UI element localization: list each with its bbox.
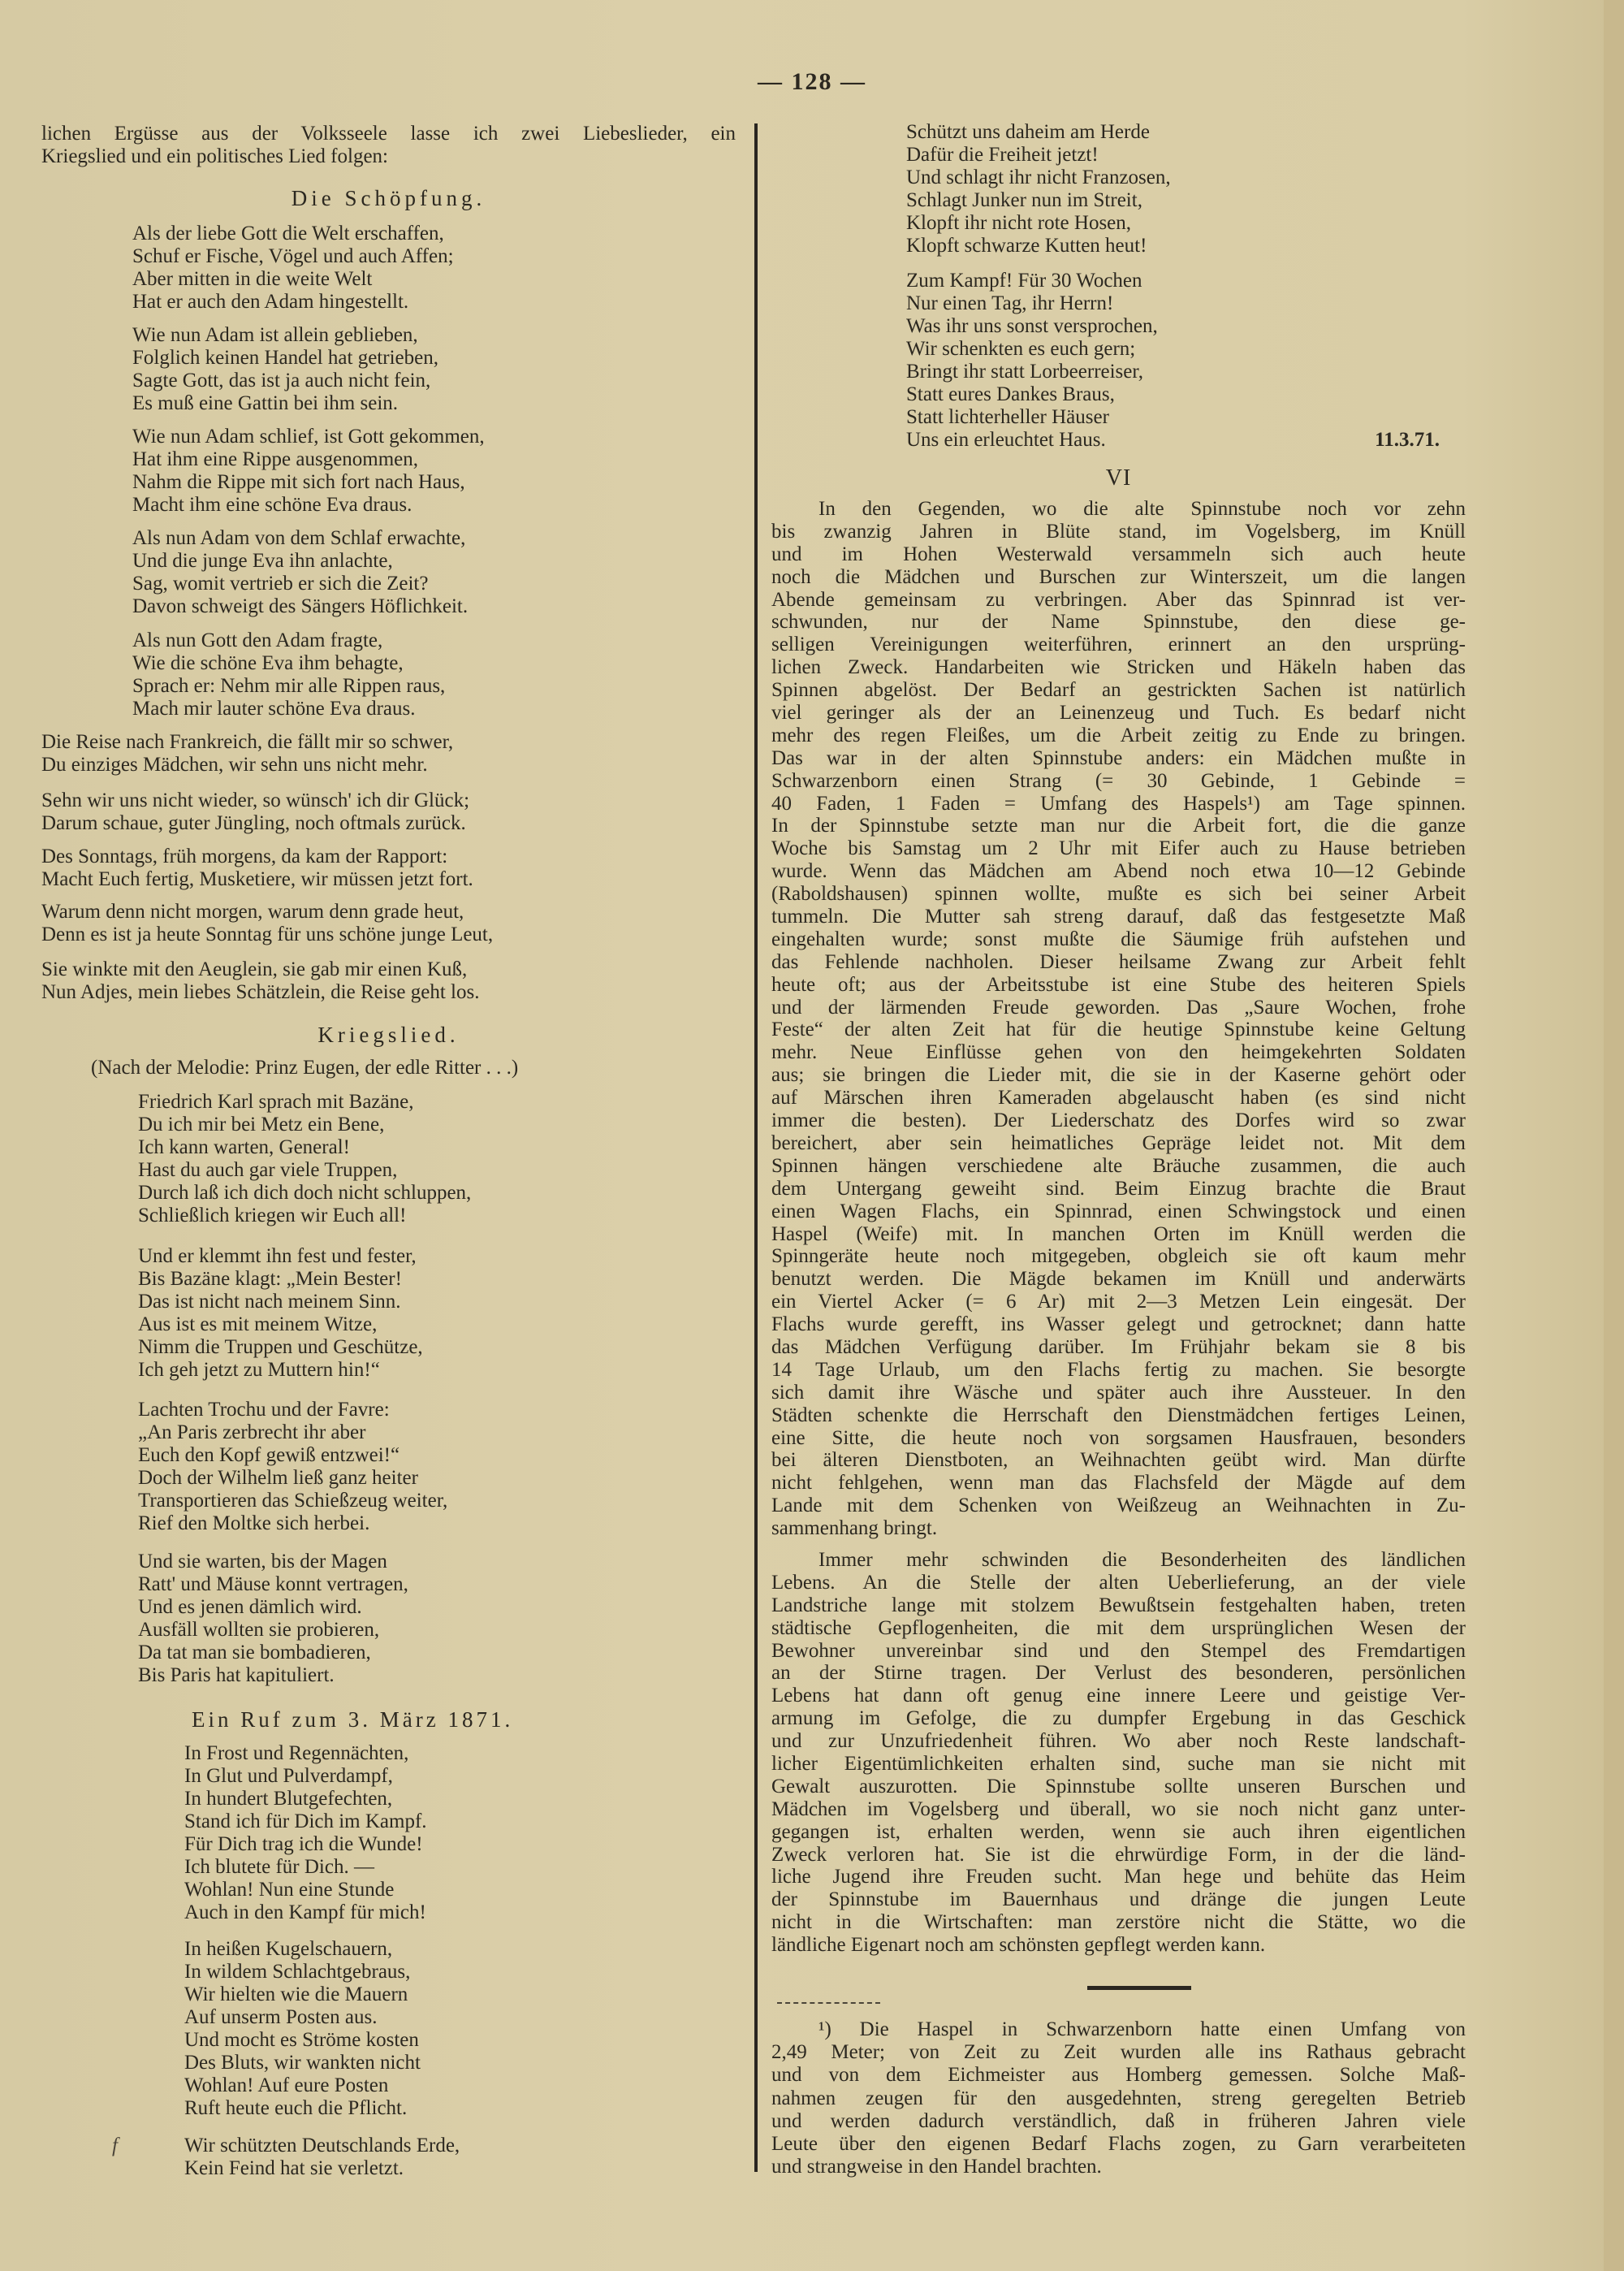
text-line: 40 Faden, 1 Faden = Umfang des Haspels¹) am Tage spinnen.	[771, 792, 1466, 815]
page-edge-shadow	[1604, 0, 1624, 2271]
text-line: Du einziges Mädchen, wir sehn uns nicht mehr.	[41, 754, 428, 776]
footnote	[771, 2018, 1466, 2178]
text-line: Woche bis Samstag um 2 Uhr mit Eifer auch zu Hause betrieben	[771, 837, 1466, 860]
text-line: Nur einen Tag, ihr Herrn!	[906, 292, 1114, 314]
text-line: und im Hohen Westerwald versammeln sich auch heute	[771, 543, 1466, 565]
text-line: und von dem Eichmeister aus Homberg gemessen. Solche Maß-	[771, 2064, 1466, 2087]
body-paragraph	[771, 498, 1466, 1540]
couplet	[41, 958, 479, 1004]
text-line: In wildem Schlachtgebraus,	[184, 1961, 411, 1983]
text-line: Schlagt Junker nun im Streit,	[906, 189, 1142, 211]
text-line: Transportieren das Schießzeug weiter,	[138, 1490, 448, 1512]
text-line: Denn es ist ja heute Sonntag für uns schöne junge Leut,	[41, 924, 494, 945]
text-line: Sag, womit vertrieb er sich die Zeit?	[132, 573, 429, 595]
text-line: eingehalten wurde; sonst mußte die Säumige früh aufstehen und	[771, 928, 1466, 950]
text-line: Davon schweigt des Sängers Höflichkeit.	[132, 595, 469, 617]
stanza	[132, 629, 445, 720]
text-line: 2,49 Meter; von Zeit zu Zeit wurden alle ins Rathaus gebracht	[771, 2041, 1466, 2064]
text-line: Aber mitten in die weite Welt	[132, 268, 373, 290]
stanza	[132, 324, 438, 415]
text-line: Ausfäll wollten sie probieren,	[138, 1619, 380, 1641]
text-line: Leute über den eigenen Bedarf Flachs zogen, zu Garn verarbeiteten	[771, 2132, 1466, 2155]
text-line: Nahm die Rippe mit sich fort nach Haus,	[132, 471, 465, 493]
text-line: Bringt ihr statt Lorbeerreiser,	[906, 361, 1143, 383]
text-line: „An Paris zerbrecht ihr aber	[138, 1421, 366, 1443]
text-line: aus; sie bringen die Lieder mit, die sie in der Kaserne gehört oder	[771, 1064, 1466, 1087]
text-line: In Glut und Pulverdampf,	[184, 1765, 393, 1787]
text-line: Dafür die Freiheit jetzt!	[906, 144, 1099, 166]
stanza	[184, 2135, 460, 2180]
text-line: an der Stirne tragen. Der Verlust des besonderen, persönlichen	[771, 1662, 1466, 1685]
text-line: Für Dich trag ich die Wunde!	[184, 1833, 423, 1855]
text-line: Ich blutete für Dich. —	[184, 1856, 374, 1878]
text-line: Schuf er Fische, Vögel und auch Affen;	[132, 245, 454, 267]
text-line: wurde. Wenn das Mädchen am Abend noch etwa 10—12 Gebinde	[771, 860, 1466, 883]
stanza	[906, 121, 1171, 257]
couplet	[41, 901, 493, 946]
text-line: noch die Mädchen und Burschen zur Winterszeit, um die langen	[771, 565, 1466, 588]
text-line: schwunden, nur der Name Spinnstube, den diese ge-	[771, 611, 1466, 634]
poem-title-ein-ruf: Ein Ruf zum 3. März 1871.	[192, 1707, 514, 1732]
text-line: Lebens. An die Stelle der alten Ueberlieferung, an der viele	[771, 1571, 1466, 1594]
stanza	[132, 223, 454, 314]
section-heading: VI	[1105, 465, 1132, 491]
section-end-rule	[1087, 1986, 1191, 1990]
text-line: nahmen zeugen für den ausgedehnten, streng geregelten Betrieb	[771, 2087, 1466, 2109]
stanza	[184, 1742, 427, 1924]
couplet	[41, 846, 473, 891]
text-line: Friedrich Karl sprach mit Bazäne,	[138, 1091, 414, 1113]
text-line: Ruft heute euch die Pflicht.	[184, 2097, 408, 2119]
text-line: Des Bluts, wir wankten nicht	[184, 2052, 421, 2074]
text-line: Wir schützten Deutschlands Erde,	[184, 2135, 460, 2156]
text-line: Sie winkte mit den Aeuglein, sie gab mir einen Kuß,	[41, 958, 468, 980]
text-line: Feste“ der alten Zeit hat für die heutige Spinnstube keine Geltung	[771, 1019, 1466, 1041]
text-line: Und sie warten, bis der Magen	[138, 1551, 387, 1572]
text-line: Sehn wir uns nicht wieder, so wünsch' ich dir Glück;	[41, 789, 470, 811]
text-line: und strangweise in den Handel brachten.	[771, 2156, 1102, 2178]
text-line: Wie die schöne Eva ihm behagte,	[132, 652, 404, 674]
text-line: Als nun Gott den Adam fragte,	[132, 629, 383, 651]
text-line: Städten schenkte die Herrschaft den Dienstmädchen fertiges Leinen,	[771, 1404, 1466, 1426]
text-line: Als der liebe Gott die Welt erschaffen,	[132, 223, 444, 244]
text-line: bis zwanzig Jahren in Blüte stand, im Vogelsberg, im Knüll	[771, 520, 1466, 543]
text-line: Sprach er: Nehm mir alle Rippen raus,	[132, 675, 446, 697]
text-line: Es muß eine Gattin bei ihm sein.	[132, 392, 399, 414]
text-line: Statt eures Dankes Braus,	[906, 383, 1115, 405]
text-line: selligen Vereinigungen weiterführen, erinnert an den ursprüng-	[771, 634, 1466, 656]
text-line: Und mocht es Ströme kosten	[184, 2029, 419, 2051]
text-line: Kein Feind hat sie verletzt.	[184, 2157, 404, 2179]
text-line: Abende gemeinsam zu verbringen. Aber das Spinnrad ist ver-	[771, 588, 1466, 611]
text-line: Wohlan! Auf eure Posten	[184, 2074, 389, 2096]
text-line: Macht Euch fertig, Musketiere, wir müssen jetzt fort.	[41, 868, 473, 890]
text-line: Das war in der alten Spinnstube anders: ein Mädchen mußte in	[771, 746, 1466, 769]
text-line: Aus ist es mit meinem Witze,	[138, 1313, 378, 1335]
text-line: der Spinnstube im Bauernhaus und dränge die jungen Leute	[771, 1888, 1466, 1911]
text-line: Da tat man sie bombadieren,	[138, 1642, 371, 1663]
text-line: Was ihr uns sonst versprochen,	[906, 315, 1158, 337]
page-number: — 128 —	[758, 68, 866, 95]
footnote-separator	[777, 2002, 880, 2004]
text-line: In Frost und Regennächten,	[184, 1742, 409, 1764]
text-line: Lande mit dem Schenken von Weißzeug an Weihnachten in Zu-	[771, 1495, 1466, 1517]
text-line: Sagte Gott, das ist ja auch nicht fein,	[132, 370, 431, 391]
stanza	[132, 527, 468, 618]
text-line: Euch den Kopf gewiß entzwei!“	[138, 1444, 400, 1466]
text-line: Macht ihm eine schöne Eva draus.	[132, 494, 412, 516]
text-line: Als nun Adam von dem Schlaf erwachte,	[132, 527, 466, 549]
text-line: Schließlich kriegen wir Euch all!	[138, 1205, 407, 1226]
text-line: viel geringer als der an Leinenzeug und Tuch. Es bedarf nicht	[771, 702, 1466, 725]
text-line: und der lärmenden Freude geworden. Das „Saure Wochen, frohe	[771, 996, 1466, 1019]
text-line: Warum denn nicht morgen, warum denn grade heut,	[41, 901, 464, 923]
text-line: sich damit ihre Wäsche und später auch ihre Aussteuer. In den	[771, 1381, 1466, 1404]
text-line: Klopft ihr nicht rote Hosen,	[906, 212, 1132, 234]
text-line: Und schlagt ihr nicht Franzosen,	[906, 167, 1171, 188]
text-line: Und es jenen dämlich wird.	[138, 1596, 362, 1618]
text-line: Wir schenkten es euch gern;	[906, 338, 1136, 360]
text-line: Die Reise nach Frankreich, die fällt mir so schwer,	[41, 731, 454, 753]
text-line: Immer mehr schwinden die Besonderheiten des ländlichen	[818, 1549, 1466, 1571]
text-line: Kriegslied und ein politisches Lied folgen:	[41, 145, 388, 167]
text-line: (Raboldshausen) spinnen wollte, mußte es sich bei seiner Arbeit	[771, 883, 1466, 906]
text-line: Uns ein erleuchtet Haus.	[906, 429, 1106, 451]
text-line: heute oft; aus der Arbeitsstube ist eine Stube des heiteren Spiels	[771, 973, 1466, 996]
text-line: Auf unserm Posten aus.	[184, 2006, 378, 2028]
intro-paragraph	[41, 123, 736, 168]
text-line: Wohlan! Nun eine Stunde	[184, 1879, 395, 1901]
text-line: tummeln. Die Mutter sah streng darauf, daß das festgesetzte Maß	[771, 906, 1466, 928]
text-line: sammenhang bringt.	[771, 1517, 938, 1540]
text-line: Durch laß ich dich doch nicht schluppen,	[138, 1182, 472, 1204]
text-line: Wie nun Adam schlief, ist Gott gekommen,	[132, 426, 485, 448]
text-line: ländliche Eigenart noch am schönsten gepflegt werden kann.	[771, 1934, 1266, 1957]
text-line: mehr des regen Fleißes, um die Arbeit zeitig zu Ende zu bringen.	[771, 724, 1466, 746]
text-line: Statt lichterheller Häuser	[906, 406, 1109, 428]
text-line: gegangen ist, erhalten werden, wenn sie auch ihren eigentlichen	[771, 1820, 1466, 1843]
text-line: einen Wagen Flachs, ein Spinnrad, einen Schwingstock und einen	[771, 1200, 1466, 1222]
stanza	[138, 1399, 447, 1535]
text-line: Bis Paris hat kapituliert.	[138, 1664, 335, 1686]
text-line: In heißen Kugelschauern,	[184, 1938, 393, 1960]
text-line: Spinnen hängen verschiedene alte Bräuche zusammen, die auch	[771, 1154, 1466, 1177]
column-divider	[754, 123, 758, 2172]
text-line: Ich geh jetzt zu Muttern hin!“	[138, 1359, 380, 1381]
text-line: ein Viertel Acker (= 6 Ar) mit 2—3 Metzen Lein eingesät. Der	[771, 1291, 1466, 1313]
text-line: bereichert, aber sein heimatliches Gepräge leidet not. Mit dem	[771, 1131, 1466, 1154]
text-line: Stand ich für Dich im Kampf.	[184, 1810, 427, 1832]
text-line: lichen Zweck. Handarbeiten wie Stricken und Häkeln haben das	[771, 656, 1466, 679]
text-line: Zweck verloren hat. Sie ist die ehrwürdige Form, in der die länd-	[771, 1843, 1466, 1866]
text-line: Mädchen im Vogelsberg und überall, wo sie noch nicht ganz unter-	[771, 1797, 1466, 1820]
text-line: Lachten Trochu und der Favre:	[138, 1399, 390, 1421]
text-line: und zur Unzufriedenheit führen. Wo aber noch Reste landschaft-	[771, 1730, 1466, 1753]
text-line: Schützt uns daheim am Herde	[906, 121, 1150, 143]
couplet	[41, 789, 469, 835]
text-line: In hundert Blutgefechten,	[184, 1788, 393, 1810]
poem-title-schoepfung: Die Schöpfung.	[291, 186, 486, 210]
text-line: Flachs wurde gerefft, ins Wasser gelegt und getrocknet; dann hatte	[771, 1313, 1466, 1336]
text-line: dem Untergang geweiht sind. Beim Einzug brachte die Braut	[771, 1177, 1466, 1200]
stanza	[138, 1091, 471, 1227]
text-line: Rief den Moltke sich herbei.	[138, 1512, 370, 1534]
text-line: 14 Tage Urlaub, um den Flachs fertig zu machen. Sie besorgte	[771, 1358, 1466, 1381]
text-line: Nimm die Truppen und Geschütze,	[138, 1336, 423, 1358]
text-line: nicht in die Wirtschaften: man zerstöre nicht die Stätte, wo die	[771, 1911, 1466, 1934]
text-line: Du ich mir bei Metz ein Bene,	[138, 1114, 385, 1136]
text-line: eine Sitte, die heute noch von sorgsamen Hausfrauen, besonders	[771, 1426, 1466, 1449]
text-line: Gewalt auszurotten. Die Spinnstube sollte unseren Burschen und	[771, 1775, 1466, 1797]
margin-mark: f	[112, 2135, 118, 2156]
text-line: liche Jugend ihre Freuden sucht. Man hege und behüte das Heim	[771, 1866, 1466, 1888]
text-line: Nun Adjes, mein liebes Schätzlein, die Reise geht los.	[41, 981, 480, 1003]
text-line: Landstriche lange mit stolzem Bewußtsein festgehalten haben, treten	[771, 1594, 1466, 1616]
text-line: Spinnen abgelöst. Der Bedarf an gestrickten Sachen ist natürlich	[771, 679, 1466, 702]
stanza	[138, 1245, 423, 1382]
text-line: auf Märschen ihren Kameraden abgelauscht haben (es sind nicht	[771, 1087, 1466, 1110]
text-line: benutzt werden. Die Mägde bekamen im Knüll und anderwärts	[771, 1268, 1466, 1291]
text-line: Zum Kampf! Für 30 Wochen	[906, 270, 1142, 292]
text-line: Lebens hat dann oft genug eine innere Leere und geistige Ver-	[771, 1685, 1466, 1707]
text-line: nicht fehlgehen, wenn man das Flachsfeld der Mägde auf dem	[771, 1472, 1466, 1495]
stanza	[132, 426, 485, 517]
text-line: Bewohner unvereinbar sind und den Stempel des Fremdartigen	[771, 1639, 1466, 1662]
text-line: Bis Bazäne klagt: „Mein Bester!	[138, 1268, 402, 1290]
poem-date: 11.3.71.	[1375, 429, 1440, 451]
text-line: das Fehlende nachholen. Dieser heilsame Zwang zur Arbeit fehlt	[771, 950, 1466, 973]
text-line: Doch der Wilhelm ließ ganz heiter	[138, 1467, 418, 1489]
text-line: Auch in den Kampf für mich!	[184, 1901, 426, 1923]
text-line: Folglich keinen Handel hat getrieben,	[132, 347, 438, 369]
text-line: immer die besten). Der Liederschatz des Dorfes wird so zwar	[771, 1110, 1466, 1132]
melody-note: (Nach der Melodie: Prinz Eugen, der edle Ritter . . .)	[91, 1057, 519, 1079]
text-line: Das ist nicht nach meinem Sinn.	[138, 1291, 401, 1313]
text-line: Hat er auch den Adam hingestellt.	[132, 291, 409, 313]
couplet	[41, 731, 453, 776]
text-line: Und die junge Eva ihn anlachte,	[132, 550, 393, 572]
text-line: Darum schaue, guter Jüngling, noch oftmals zurück.	[41, 812, 466, 834]
text-line: bei älteren Dienstboten, an Weihnachten geübt wird. Man dürfte	[771, 1449, 1466, 1472]
text-line: Schwarzenborn einen Strang (= 30 Gebinde, 1 Gebinde =	[771, 769, 1466, 792]
stanza	[906, 270, 1158, 452]
text-line: Des Sonntags, früh morgens, da kam der Rapport:	[41, 846, 448, 867]
text-line: Klopft schwarze Kutten heut!	[906, 235, 1147, 257]
text-line: Und er klemmt ihn fest und fester,	[138, 1245, 417, 1267]
text-line: In den Gegenden, wo die alte Spinnstube noch vor zehn	[818, 498, 1466, 520]
text-line: lichen Ergüsse aus der Volksseele lasse ich zwei Liebeslieder, ein	[41, 123, 736, 145]
text-line: und werden dadurch verständlich, daß in früheren Jahren viele	[771, 2109, 1466, 2132]
text-line: Spinngeräte heute noch mitgegeben, obgleich sie oft kaum mehr	[771, 1245, 1466, 1268]
text-line: Wir hielten wie die Mauern	[184, 1983, 408, 2005]
text-line: In der Spinnstube setzte man nur die Arbeit fort, die die ganze	[771, 815, 1466, 837]
text-line: Ratt' und Mäuse konnt vertragen,	[138, 1573, 408, 1595]
stanza	[138, 1551, 408, 1687]
text-line: Haspel (Weife) mit. In manchen Orten im Knüll werden die	[771, 1222, 1466, 1245]
body-paragraph	[771, 1549, 1466, 1957]
text-line: mehr. Neue Einflüsse gehen von den heimgekehrten Soldaten	[771, 1041, 1466, 1064]
text-line: Ich kann warten, General!	[138, 1136, 350, 1158]
text-line: Hat ihm eine Rippe ausgenommen,	[132, 448, 419, 470]
text-line: städtische Gepflogenheiten, die mit dem ursprünglichen Wesen der	[771, 1616, 1466, 1639]
text-line: das Mädchen Verfügung darüber. Im Frühjahr bekam sie 8 bis	[771, 1335, 1466, 1358]
text-line: Wie nun Adam ist allein geblieben,	[132, 324, 418, 346]
stanza	[184, 1938, 421, 2120]
text-line: armung im Gefolge, die zu dumpfer Ergebung in das Geschick	[771, 1707, 1466, 1730]
poem-title-kriegslied: Kriegslied.	[317, 1023, 460, 1047]
text-line: licher Eigentümlichkeiten erhalten sind, suche man sie nicht mit	[771, 1753, 1466, 1776]
text-line: ¹) Die Haspel in Schwarzenborn hatte einen Umfang von	[818, 2018, 1466, 2040]
text-line: Hast du auch gar viele Truppen,	[138, 1159, 398, 1181]
text-line: Mach mir lauter schöne Eva draus.	[132, 698, 416, 720]
